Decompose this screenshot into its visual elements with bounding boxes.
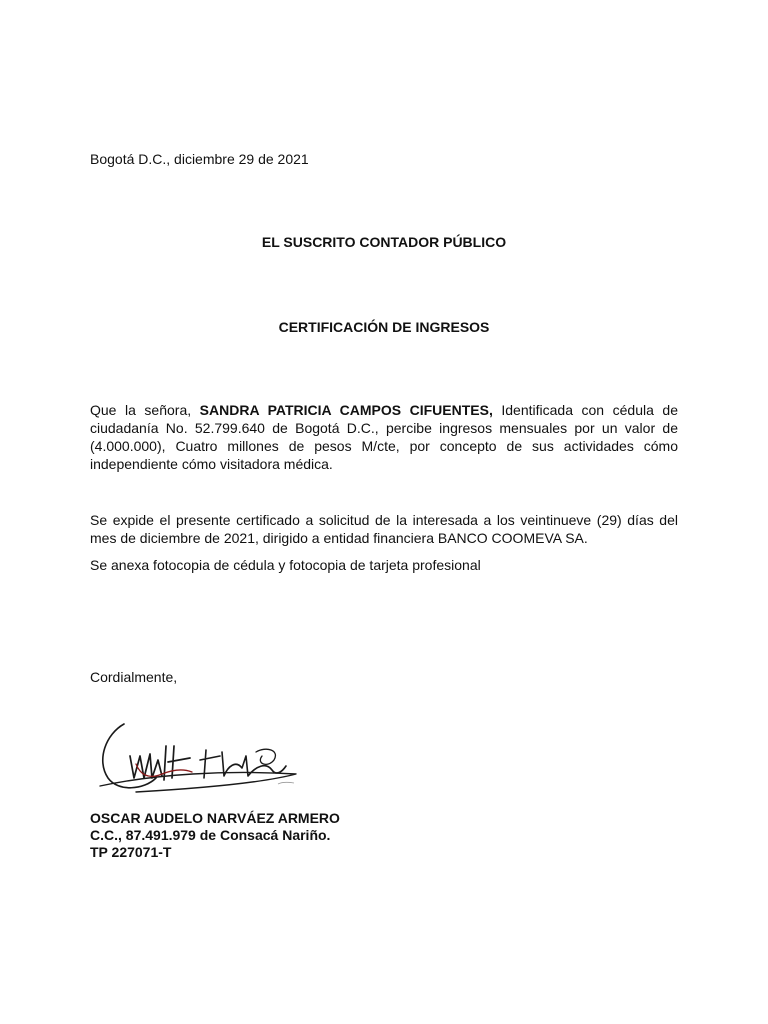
body-paragraph-1	[90, 401, 678, 473]
date-line: Bogotá D.C., diciembre 29 de 2021	[90, 151, 309, 167]
letter-subject: CERTIFICACIÓN DE INGRESOS	[278, 319, 490, 335]
body-paragraph-3: Se anexa fotocopia de cédula y fotocopia de tarjeta profesional	[90, 557, 481, 573]
signature-underline-stroke	[100, 773, 296, 793]
body-paragraph-1-rest: Identificada con cédula de ciudadanía No. 52.799.640 de Bogotá D.C., percibe ingresos mensuales por un valor de (4.000.000), Cuatro millones de pesos M/cte, por concepto de sus actividades cómo independiente cómo visitadora médica.	[90, 402, 678, 472]
signer-professional-card: TP 227071-T	[90, 844, 172, 860]
body-paragraph-1-prefix: Que la señora,	[90, 402, 200, 418]
signature-swirl-stroke	[256, 749, 275, 764]
signer-id: C.C., 87.491.979 de Consacá Nariño.	[90, 827, 331, 843]
beneficiary-name: SANDRA PATRICIA CAMPOS CIFUENTES,	[199, 402, 493, 418]
signature-surname-stroke	[200, 750, 286, 778]
signer-block	[90, 810, 340, 861]
handwritten-signature	[96, 716, 306, 798]
signature-mark-stroke	[278, 782, 294, 784]
letter-heading: EL SUSCRITO CONTADOR PÚBLICO	[261, 234, 507, 250]
closing-line: Cordialmente,	[90, 669, 178, 685]
body-paragraph-2: Se expide el presente certificado a solicitud de la interesada a los veintinueve (29) días del mes de diciembre de 2021, dirigido a entidad financiera BANCO COOMEVA SA.	[90, 512, 678, 546]
signer-name: OSCAR AUDELO NARVÁEZ ARMERO	[90, 810, 340, 826]
